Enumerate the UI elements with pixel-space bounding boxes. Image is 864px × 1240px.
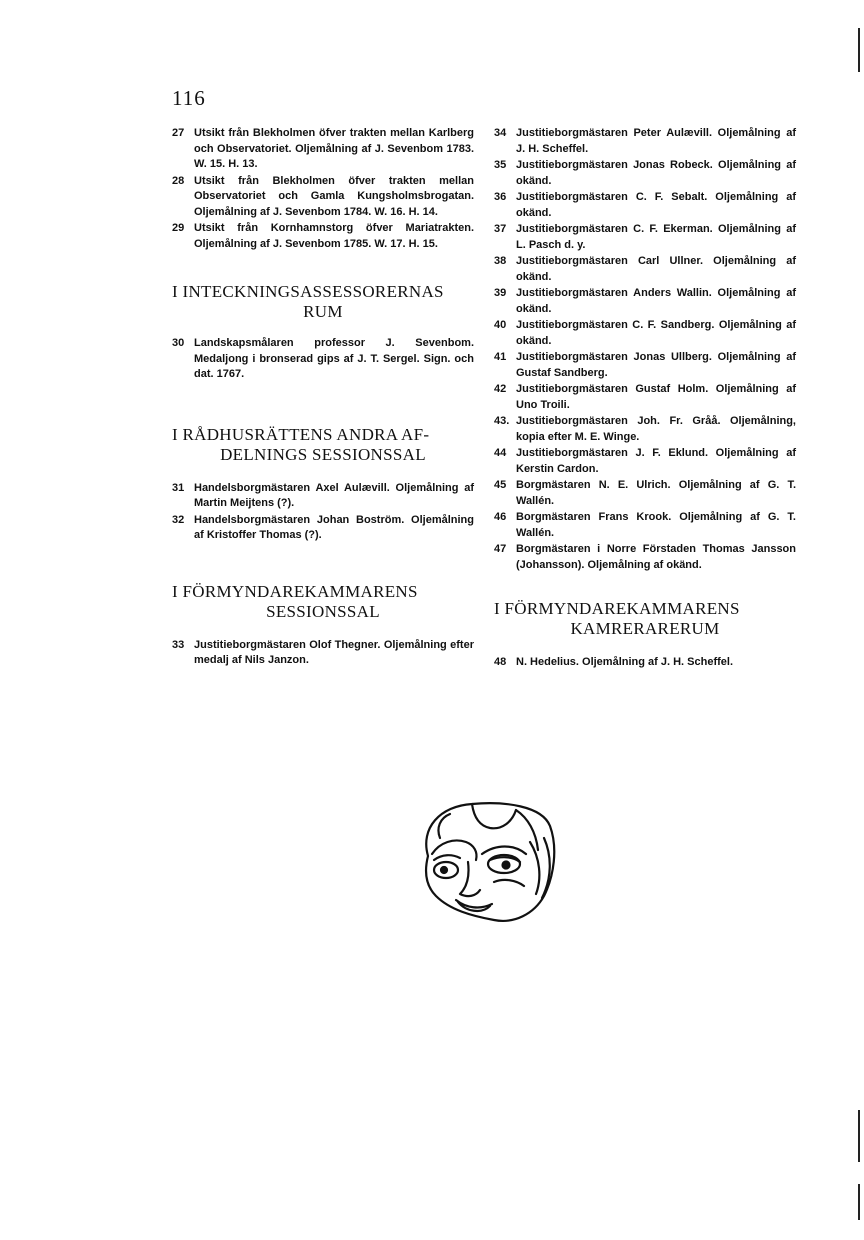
entry-number: 35 [494,159,507,171]
entry-text: Utsikt från Blekholmen öfver trakten mellan Observatoriet och Gamla Kungsholmsbrogatan. Oljemålning af J. Sevenbom 1784. W. 16. H. 14. [194,174,474,218]
entry-text: Justitieborgmästaren Peter Aulævill. Oljemålning af J. H. Scheffel. [516,127,796,155]
entry-text: Justitieborgmästaren Gustaf Holm. Oljemålning af Uno Troili. [516,383,796,411]
entry-number: 41 [494,351,507,363]
catalog-entry [494,382,796,413]
entry-list [172,638,474,669]
catalog-entry [172,174,474,221]
scan-edge-mark [858,1184,860,1220]
entry-list [494,126,796,573]
entry-text: Justitieborgmästaren C. F. Sebalt. Oljemålning af okänd. [516,191,796,219]
entry-text: Justitieborgmästaren Anders Wallin. Oljemålning af okänd. [516,287,796,315]
catalog-entry [494,655,796,671]
entry-text: Justitieborgmästaren Carl Ullner. Oljemålning af okänd. [516,255,796,283]
entry-text: Justitieborgmästaren C. F. Ekerman. Oljemålning af L. Pasch d. y. [516,223,796,251]
entry-number: 32 [172,513,185,526]
heading-line: RUM [303,302,343,321]
entry-number: 28 [172,174,185,187]
entry-number: 44 [494,447,507,459]
entry-text: Borgmästaren Frans Krook. Oljemålning af G. T. Wallén. [516,511,796,539]
entry-list [172,126,474,252]
section-heading-inteckningsassessorernas-rum [172,282,474,322]
catalog-entry [494,158,796,189]
entry-text: Handelsborgmästaren Axel Aulævill. Oljemålning af Martin Meijtens (?). [194,481,474,509]
entry-text: Justitieborgmästaren Jonas Ullberg. Oljemålning af Gustaf Sandberg. [516,351,796,379]
entry-number: 34 [494,127,507,139]
entry-text: Justitieborgmästaren Joh. Fr. Gråå. Oljemålning, kopia efter M. E. Winge. [516,415,796,443]
entry-number: 38 [494,255,507,267]
entry-number: 30 [172,337,185,349]
catalog-entry [494,190,796,221]
entry-list [172,481,474,544]
section-heading-radhusrattens-andra-afdelnings [172,425,474,465]
entry-number: 47 [494,543,507,555]
catalog-entry [172,221,474,252]
entry-text: N. Hedelius. Oljemålning af J. H. Scheffel. [516,656,733,668]
entry-list [494,655,796,671]
section-heading-formyndarekammarens-kamrerarerum [494,599,796,639]
catalog-entry [494,254,796,285]
heading-line: I FÖRMYNDAREKAMMARENS [494,599,740,618]
catalog-entry [494,286,796,317]
catalog-entry [494,510,796,541]
entry-list [172,336,474,383]
catalog-entry [172,481,474,512]
entry-number: 33 [172,638,185,651]
entry-number: 45 [494,479,507,491]
left-column [172,126,474,670]
heading-line: I INTECKNINGSASSESSORERNAS [172,282,444,301]
heading-line: KAMRERARERUM [570,619,720,638]
scan-edge-mark [858,28,860,72]
heading-line: SESSIONSSAL [266,601,380,621]
heading-line: I RÅDHUSRÄTTENS ANDRA AF- [172,424,430,444]
catalog-entry [494,350,796,381]
catalog-entry [172,638,474,669]
entry-number: 37 [494,223,507,235]
entry-number: 39 [494,287,507,299]
entry-number: 36 [494,191,507,203]
entry-number: 42 [494,383,507,395]
catalog-entry [494,222,796,253]
catalog-entry [494,478,796,509]
entry-number: 27 [172,127,185,139]
entry-text: Borgmästaren N. E. Ulrich. Oljemålning af G. T. Wallén. [516,479,796,507]
catalog-entry [494,126,796,157]
catalog-entry [172,336,474,383]
entry-text: Landskapsmålaren professor J. Sevenbom. Medaljong i bronserad gips af J. T. Sergel. Sign. och dat. 1767. [194,337,474,380]
catalog-entry [494,318,796,349]
catalog-entry [172,126,474,173]
entry-text: Justitieborgmästaren Olof Thegner. Oljemålning efter medalj af Nils Janzon. [194,638,474,666]
entry-text: Utsikt från Kornhamnstorg öfver Mariatrakten. Oljemålning af J. Sevenbom 1785. W. 17. H. 15. [194,222,474,250]
heading-line: I FÖRMYNDAREKAMMARENS [172,581,418,601]
catalog-entry [494,542,796,573]
catalog-entry [172,513,474,544]
entry-text: Justitieborgmästaren J. F. Eklund. Oljemålning af Kerstin Cardon. [516,447,796,475]
heading-line: DELNINGS SESSIONSSAL [220,444,426,464]
entry-text: Justitieborgmästaren Jonas Robeck. Oljemålning af okänd. [516,159,796,187]
catalog-entry [494,414,796,445]
entry-number: 43. [494,415,510,427]
entry-text: Utsikt från Blekholmen öfver trakten mellan Karlberg och Observatoriet. Oljemålning af J. Sevenbom 1783. W. 15. H. 13. [194,127,474,170]
entry-number: 46 [494,511,507,523]
entry-text: Handelsborgmästaren Johan Boström. Oljemålning af Kristoffer Thomas (?). [194,513,474,541]
entry-number: 29 [172,222,185,234]
section-heading-formyndarekammarens-sessionssal [172,582,474,622]
entry-text: Justitieborgmästaren C. F. Sandberg. Oljemålning af okänd. [516,319,796,347]
scan-edge-mark [858,1110,860,1162]
entry-text: Borgmästaren i Norre Förstaden Thomas Jansson (Johansson). Oljemålning af okänd. [516,543,796,571]
page-number: 116 [172,86,206,110]
catalog-entry [494,446,796,477]
entry-number: 40 [494,319,507,331]
right-column [494,126,796,672]
entry-number: 48 [494,656,507,668]
entry-number: 31 [172,481,185,494]
mask-vignette-icon [410,798,560,928]
